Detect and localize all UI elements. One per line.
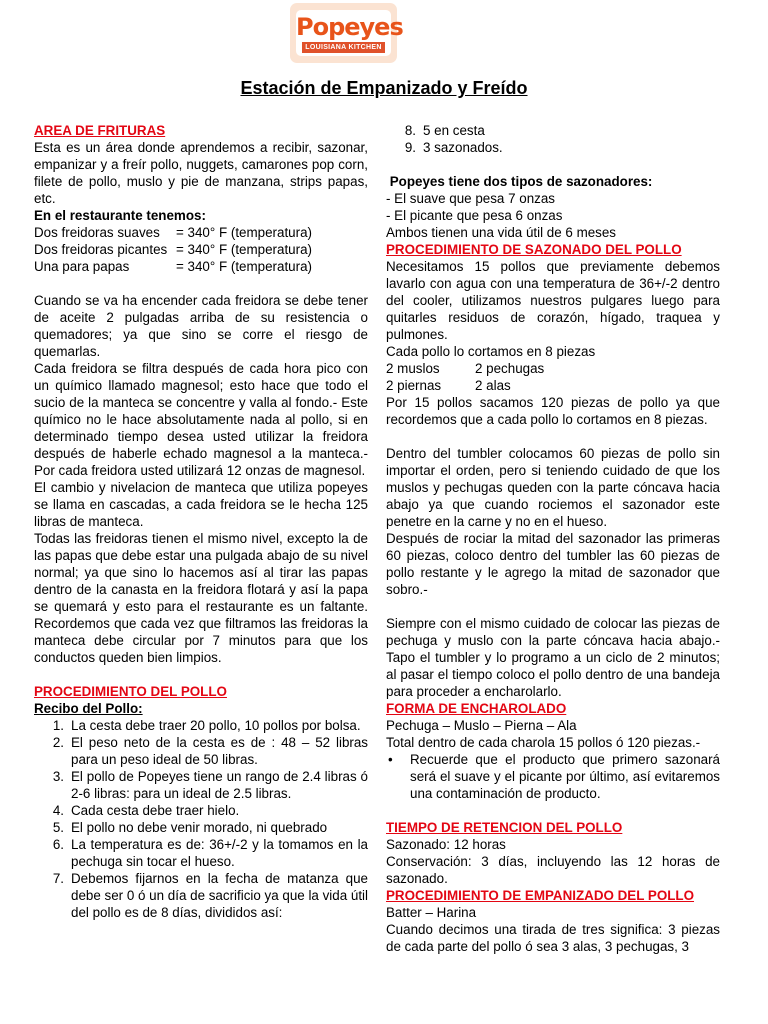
paragraph: Siempre con el mismo cuidado de colocar las piezas de pechuga y muslo con la parte cóncava hacia abajo.- Tapo el tumbler y lo programo a un ciclo de 2 minutos; al pasar el tiempo coloco el pollo dentro de una bandeja para proceder a encharolarlo.	[386, 616, 720, 699]
section-heading-sazonado: PROCEDIMIENTO DE SAZONADO DEL POLLO	[386, 242, 682, 257]
list-item: 6. La temperatura es de: 36+/-2 y la tomamos en la pechuga sin tocar el hueso.	[52, 837, 368, 869]
paragraph: Cuando decimos una tirada de tres significa: 3 piezas de cada parte del pollo ó sea 3 alas, 3 pechugas, 3	[386, 922, 720, 954]
fryer-value: = 340° F (temperatura)	[176, 225, 312, 240]
seasoning-line: - El picante que pesa 6 onzas	[386, 208, 563, 223]
logo-tagline: LOUISIANA KITCHEN	[302, 42, 385, 53]
section-heading-encharolado: FORMA DE ENCHAROLADO	[386, 701, 567, 716]
fryer-row	[34, 241, 368, 258]
order-line: Pechuga – Muslo – Pierna – Ala	[386, 718, 577, 733]
section-heading-frituras: AREA DE FRITURAS	[34, 123, 166, 138]
conservacion-line: Conservación: 3 días, incluyendo las 12 horas de sazonado.	[386, 854, 720, 886]
fryer-value: = 340° F (temperatura)	[176, 259, 312, 274]
section-heading-empanizado: PROCEDIMIENTO DE EMPANIZADO DEL POLLO	[386, 888, 695, 903]
seasoning-heading: Popeyes tiene dos tipos de sazonadores:	[386, 174, 653, 189]
paragraph: Cada freidora se filtra después de cada hora pico con un químico llamado magnesol; esto hace que todo el sucio de la manteca se concentre y valla al fondo.- Este químico no le hace absolutamente nada al pollo, si en determinado tiempo desea usted utilizar la freidora después de haberle echado magnesol a la manteca.- Por cada freidora usted utilizará 12 onzas de magnesol.	[34, 361, 368, 478]
intro-paragraph: Esta es un área donde aprendemos a recibir, sazonar, empanizar y a freír pollo, nuggets, camarones pop corn, filete de pollo, muslo y pie de manzana, strips papas, etc.	[34, 140, 368, 206]
fryer-name: Una para papas	[34, 259, 130, 274]
list-item: 3. El pollo de Popeyes tiene un rango de 2.4 libras ó 2-6 libras: para un ideal de 2.5 libras.	[52, 769, 368, 801]
total-line: Total dentro de cada charola 15 pollos ó 120 piezas.-	[386, 735, 701, 750]
document-title: Estación de Empanizado y Freído	[240, 78, 528, 98]
seasoning-line: Ambos tienen una vida útil de 6 meses	[386, 225, 617, 240]
steps-list	[34, 717, 368, 921]
paragraph: El cambio y nivelacion de manteca que utiliza popeyes se llama en cascadas, a cada freidora se le hecha 125 libras de manteca.	[34, 480, 368, 529]
batter-line: Batter – Harina	[386, 905, 477, 920]
pieces-row: 2 piernas 2 alas	[386, 378, 511, 393]
paragraph: Cuando se va ha encender cada freidora se debe tener de aceite 2 pulgadas arriba de su resistencia o quemadores; ya que sino se corre el riesgo de quemarlas.	[34, 293, 368, 359]
paragraph: Después de rociar la mitad del sazonador las primeras 60 piezas, coloco dentro del tumbler las 60 piezas de pollo restante y le agrego la mitad de sazonador que sobro.-	[386, 531, 720, 597]
paragraph: Todas las freidoras tienen el mismo nivel, excepto la de las papas que debe estar una pulgada abajo de su nivel normal; ya que sino lo hacemos así al tirar las papas dentro de la canasta en la freidora flotará y así la papa se quemará y esto para el restaurante es un faltante. Recordemos que cada vez que filtramos las freidoras la manteca debe circular por 7 minutos para que los conductos queden bien limpios.	[34, 531, 368, 665]
pieces-row: 2 muslos 2 pechugas	[386, 361, 545, 376]
seasoning-line: - El suave que pesa 7 onzas	[386, 191, 555, 206]
sazonado-line: Sazonado: 12 horas	[386, 837, 506, 852]
fryer-row	[34, 258, 368, 275]
logo-wordmark: Popeyes	[296, 13, 403, 41]
paragraph: Dentro del tumbler colocamos 60 piezas de pollo sin importar el orden, pero si teniendo cuidado de que los muslos y pechugas queden con la parte cóncava hacia abajo ya que cuando rociemos el sazonador este penetre en la carne y no en el hueso.	[386, 446, 720, 529]
restaurant-heading: En el restaurante tenemos:	[34, 208, 206, 223]
bullet-icon: •	[388, 752, 393, 767]
list-item: 1. La cesta debe traer 20 pollo, 10 pollos por bolsa.	[52, 718, 361, 733]
list-item: 2. El peso neto de la cesta es de : 48 – 52 libras para un peso ideal de 50 libras.	[52, 735, 368, 767]
list-item: 5. El pollo no debe venir morado, ni quebrado	[52, 820, 328, 835]
section-heading-pollo: PROCEDIMIENTO DEL POLLO	[34, 684, 227, 699]
fryer-row	[34, 224, 368, 241]
right-column	[386, 122, 720, 955]
section-heading-retencion: TIEMPO DE RETENCION DEL POLLO	[386, 820, 623, 835]
subheading-recibo: Recibo del Pollo:	[34, 701, 143, 716]
popeyes-logo	[290, 3, 403, 63]
list-item: 7. Debemos fijarnos en la fecha de matanza que debe ser 0 ó un día de sacrificio ya que la vida útil del pollo es de 8 días, divididos así:	[52, 871, 369, 920]
left-column	[34, 122, 368, 921]
paragraph: Por 15 pollos sacamos 120 piezas de pollo ya que recordemos que a cada pollo lo cortamos en 8 piezas.	[386, 395, 720, 427]
cut-line: Cada pollo lo cortamos en 8 piezas	[386, 344, 596, 359]
list-item: 9. 3 sazonados.	[404, 140, 503, 155]
list-item: 8. 5 en cesta	[404, 123, 485, 138]
bullet-item: • Recuerde que el producto que primero sazonará será el suave y el picante por último, así evitaremos una contaminación de producto.	[388, 752, 720, 801]
list-item: 4. Cada cesta debe traer hielo.	[52, 803, 240, 818]
steps-list-continued	[386, 122, 720, 156]
fryer-name: Dos freidoras suaves	[34, 225, 160, 240]
fryer-name: Dos freidoras picantes	[34, 242, 168, 257]
paragraph: Necesitamos 15 pollos que previamente debemos lavarlo con agua con una temperatura de 36+/-2 dentro del cooler, utilizamos nuestros pulgares luego para quitarles residuos de corazón, hígado, traquea y pulmones.	[386, 259, 720, 342]
fryer-value: = 340° F (temperatura)	[176, 242, 312, 257]
